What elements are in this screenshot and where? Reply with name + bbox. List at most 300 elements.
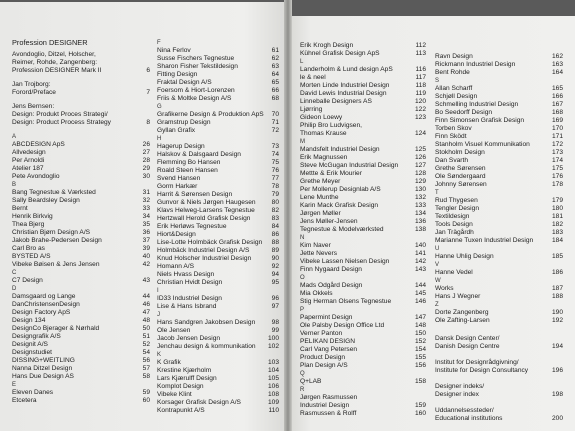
index-entry <box>157 183 279 191</box>
index-letter-heading <box>300 370 426 378</box>
entry-page-number: 134 <box>414 210 426 217</box>
entry-text: DesignCo Bjerager & Nørhald <box>12 325 100 332</box>
entry-page-number: 82 <box>271 207 279 214</box>
entry-text: Ljørring <box>300 106 323 113</box>
index-entry <box>157 199 279 207</box>
index-entry <box>300 322 426 330</box>
entry-text: Rasmussen & Rolff <box>300 410 357 417</box>
entry-page-number: 163 <box>551 61 563 68</box>
entry-page-number: 36 <box>142 229 150 236</box>
entry-text: Gyllan Grafix <box>157 127 196 134</box>
index-entry <box>300 394 426 402</box>
entry-text: Niels Hvass Design <box>157 271 215 278</box>
entry-text: Dansk Design Center/ <box>435 335 500 342</box>
index-entry <box>435 407 563 415</box>
entry-page-number: 52 <box>142 341 150 348</box>
entry-text: Thomas Krause <box>300 130 347 137</box>
entry-page-number: 168 <box>551 109 563 116</box>
index-entry <box>435 269 563 277</box>
index-entry <box>12 119 150 127</box>
entry-text: F <box>157 40 161 46</box>
entry-text: Fraktal Design A/S <box>157 79 212 86</box>
index-entry <box>435 149 563 157</box>
entry-text: Designgrafik A/S <box>12 333 61 340</box>
entry-page-number: 78 <box>271 183 279 190</box>
entry-page-number: 86 <box>271 231 279 238</box>
entry-page-number: 132 <box>414 194 426 201</box>
entry-text: Hans Sandgren Jakobsen Design <box>157 319 256 326</box>
entry-text: Rickmann Industriel Design <box>435 61 516 68</box>
entry-text: Morten Linde Industriel Design <box>300 82 390 89</box>
index-entry <box>300 170 426 178</box>
entry-page-number: 159 <box>414 402 426 409</box>
entry-page-number: 30 <box>142 173 150 180</box>
entry-page-number: 175 <box>551 165 563 172</box>
entry-text: W <box>435 278 441 284</box>
index-entry <box>157 399 279 407</box>
entry-page-number: 109 <box>267 399 279 406</box>
index-entry <box>435 285 563 293</box>
index-entry <box>157 215 279 223</box>
entry-text: Roald Steen Hansen <box>157 167 218 174</box>
entry-text: Klavs Helweg-Larsens Tegnestue <box>157 207 255 214</box>
index-entry <box>435 101 563 109</box>
entry-page-number: 200 <box>551 415 563 422</box>
entry-page-number: 99 <box>271 327 279 334</box>
index-entry <box>435 173 563 181</box>
index-entry <box>12 293 150 301</box>
entry-page-number: 180 <box>551 205 563 212</box>
index-entry <box>157 367 279 375</box>
index-entry <box>435 197 563 205</box>
entry-text: Svend Hansen <box>157 175 201 182</box>
index-entry <box>435 61 563 69</box>
section-heading <box>12 39 150 48</box>
entry-page-number: 185 <box>551 253 563 260</box>
entry-page-number: 160 <box>414 410 426 417</box>
index-letter-heading <box>435 245 563 253</box>
entry-page-number: 47 <box>142 309 150 316</box>
entry-page-number: 84 <box>271 223 279 230</box>
entry-text: Lise-Lotte Holmbäck Grafisk Design <box>157 239 263 246</box>
entry-text: ID33 Industriel Design <box>157 295 222 302</box>
entry-page-number: 27 <box>142 149 150 156</box>
index-entry <box>300 226 426 234</box>
entry-text: J <box>157 312 160 318</box>
entry-text: Grethe Sørensen <box>435 165 486 172</box>
entry-page-number: 155 <box>414 354 426 361</box>
index-entry <box>300 330 426 338</box>
index-entry <box>12 157 150 165</box>
index-letter-heading <box>300 58 426 66</box>
entry-text: Philip Bro Ludvigsen, <box>300 122 362 129</box>
index-entry <box>300 122 426 130</box>
index-letter-heading <box>435 277 563 285</box>
entry-page-number: 136 <box>414 218 426 225</box>
entry-page-number: 118 <box>415 82 426 89</box>
entry-page-number: 61 <box>271 47 279 54</box>
entry-text: Finn Simonsen Grafisk Design <box>435 117 525 124</box>
entry-text: Damsgaard og Lange <box>12 293 76 300</box>
index-entry <box>12 253 150 261</box>
entry-text: Stig Herman Olsens Tegnestue <box>300 298 392 305</box>
entry-text: Bang Tegnestue & Værksted <box>12 189 96 196</box>
index-letter-heading <box>157 135 279 143</box>
entry-text: Educational institutions <box>435 415 503 422</box>
entry-text: Vibeke Lassen Nielsen Design <box>300 258 390 265</box>
entry-page-number: 110 <box>268 407 279 414</box>
index-entry <box>300 250 426 258</box>
index-entry <box>157 327 279 335</box>
entry-text: Dan Svarth <box>435 157 468 164</box>
index-entry <box>435 109 563 117</box>
index-entry <box>435 343 563 351</box>
entry-text: Bent Rohde <box>435 69 470 76</box>
index-entry <box>157 359 279 367</box>
index-entry <box>435 391 563 399</box>
entry-page-number: 124 <box>414 130 426 137</box>
index-entry <box>300 90 426 98</box>
entry-text: Hans Due Design AS <box>12 373 74 380</box>
entry-page-number: 186 <box>551 269 563 276</box>
entry-text: PELIKAN DESIGN <box>300 338 355 345</box>
index-letter-heading <box>12 285 150 293</box>
entry-text: Nanna Ditzel Design <box>12 365 73 372</box>
index-letter-heading <box>300 386 426 394</box>
index-entry <box>157 175 279 183</box>
index-letter-heading <box>300 306 426 314</box>
entry-text: Finn Nygaard Design <box>300 266 362 273</box>
entry-text: Jens Bernsen: <box>12 103 55 110</box>
index-letter-heading <box>12 269 150 277</box>
index-entry <box>300 162 426 170</box>
entry-page-number: 77 <box>271 175 279 182</box>
entry-text: Ole Palsby Design Office Ltd <box>300 322 385 329</box>
entry-text: Design Factory ApS <box>12 309 71 316</box>
entry-page-number: 146 <box>414 298 426 305</box>
entry-page-number: 194 <box>551 343 563 350</box>
entry-text: L <box>300 59 304 65</box>
index-entry <box>12 373 150 381</box>
entry-text: Knud Holscher Industriel Design <box>157 255 252 262</box>
index-letter-heading <box>435 77 563 85</box>
entry-text: M <box>300 139 305 145</box>
index-entry <box>300 194 426 202</box>
index-entry <box>300 282 426 290</box>
index-entry <box>300 266 426 274</box>
entry-page-number: 154 <box>414 346 426 353</box>
entry-page-number: 40 <box>142 253 150 260</box>
entry-page-number: 100 <box>267 335 279 342</box>
entry-text: B <box>12 182 17 188</box>
index-entry <box>300 346 426 354</box>
entry-text: Friis & Moltke Design A/S <box>157 95 232 102</box>
entry-text: Karin Mack Grafisk Design <box>300 202 379 209</box>
entry-page-number: 28 <box>142 157 150 164</box>
entry-text: Dorte Zangenberg <box>435 309 489 316</box>
index-entry <box>300 210 426 218</box>
entry-page-number: 103 <box>267 359 279 366</box>
entry-text: Designer index <box>435 391 479 398</box>
entry-text: Hertzwall Herold Grafisk Design <box>157 215 251 222</box>
entry-page-number: 170 <box>551 125 563 132</box>
index-entry <box>300 130 426 138</box>
entry-page-number: 117 <box>415 74 426 81</box>
entry-text: Lise & Hans Isbrand <box>157 303 217 310</box>
index-entry <box>12 349 150 357</box>
entry-text: Grafikerne Design & Produktion ApS <box>157 111 264 118</box>
entry-text: Steve McGugan Industrial Design <box>300 162 399 169</box>
entry-text: Profession DESIGNER Mark II <box>12 67 102 74</box>
index-entry <box>157 159 279 167</box>
index-entry <box>435 53 563 61</box>
entry-page-number: 66 <box>271 87 279 94</box>
index-entry <box>300 50 426 58</box>
entry-text: Institute for Design Consultancy <box>435 367 529 374</box>
index-entry <box>12 213 150 221</box>
index-entry <box>12 221 150 229</box>
entry-text: Allvedesign <box>12 149 46 156</box>
entry-text: Carl Bro as <box>12 245 45 252</box>
right-page <box>288 16 575 431</box>
index-entry <box>12 103 150 111</box>
entry-text: BYSTED A/S <box>12 253 51 260</box>
index-entry <box>12 333 150 341</box>
index-entry <box>12 317 150 325</box>
entry-text: Homann A/S <box>157 263 195 270</box>
entry-page-number: 71 <box>271 119 279 126</box>
entry-text: Institut for Designrådgivning/ <box>435 359 519 366</box>
index-entry <box>435 237 563 245</box>
entry-page-number: 90 <box>271 255 279 262</box>
entry-page-number: 105 <box>267 375 279 382</box>
index-entry <box>435 335 563 343</box>
entry-text: Jørgen Møller <box>300 210 341 217</box>
index-entry <box>300 146 426 154</box>
entry-page-number: 75 <box>271 159 279 166</box>
entry-text: Carl Vang Petersen <box>300 346 358 353</box>
entry-page-number: 138 <box>414 226 426 233</box>
entry-page-number: 8 <box>146 119 150 126</box>
entry-text: T <box>435 190 439 196</box>
index-letter-heading <box>157 39 279 47</box>
entry-page-number: 56 <box>142 357 150 364</box>
index-letter-heading <box>435 189 563 197</box>
index-entry <box>435 415 563 423</box>
index-entry <box>12 397 150 405</box>
entry-text: Sharon Fisher Tekstildesign <box>157 63 238 70</box>
entry-text: Grethe Meyer <box>300 178 341 185</box>
index-entry <box>12 301 150 309</box>
entry-text: Finn Sködt <box>435 133 467 140</box>
index-entry <box>157 87 279 95</box>
entry-text: Landerholm & Lund design ApS <box>300 66 393 73</box>
index-entry <box>300 242 426 250</box>
entry-page-number: 68 <box>271 95 279 102</box>
index-entry <box>157 111 279 119</box>
entry-text: G <box>157 104 162 110</box>
entry-page-number: 33 <box>142 205 150 212</box>
entry-text: Kontrapunkt A/S <box>157 407 205 414</box>
entry-text: P <box>300 307 305 313</box>
entry-page-number: 60 <box>142 397 150 404</box>
index-entry <box>435 383 563 391</box>
index-entry <box>435 229 563 237</box>
index-entry <box>157 207 279 215</box>
entry-text: S <box>435 78 440 84</box>
index-entry <box>435 69 563 77</box>
entry-page-number: 129 <box>414 178 426 185</box>
entry-page-number: 65 <box>271 79 279 86</box>
index-letter-heading <box>300 274 426 282</box>
entry-text: Schmelling Industriel Design <box>435 101 519 108</box>
entry-text: Per Mollerup Designlab A/S <box>300 186 381 193</box>
entry-text: Forord/Preface <box>12 89 56 96</box>
index-entry <box>12 237 150 245</box>
entry-page-number: 74 <box>271 151 279 158</box>
index-entry <box>300 154 426 162</box>
entry-page-number: 126 <box>414 154 426 161</box>
entry-page-number: 106 <box>267 383 279 390</box>
entry-text: Jette Nevers <box>300 250 338 257</box>
entry-page-number: 156 <box>414 362 426 369</box>
index-entry <box>300 98 426 106</box>
entry-page-number: 102 <box>267 343 279 350</box>
entry-page-number: 44 <box>142 293 150 300</box>
index-entry <box>300 82 426 90</box>
entry-text: DanChristensenDesign <box>12 301 80 308</box>
index-entry <box>300 218 426 226</box>
entry-text: Works <box>435 285 454 292</box>
entry-text: Vibeke Klint <box>157 391 192 398</box>
entry-page-number: 7 <box>146 89 150 96</box>
entry-text: Kim Naver <box>300 242 331 249</box>
entry-page-number: 174 <box>551 157 563 164</box>
index-entry <box>12 245 150 253</box>
entry-page-number: 32 <box>142 197 150 204</box>
entry-text: Komplot Design <box>157 383 204 390</box>
index-entry <box>300 314 426 322</box>
index-entry <box>300 298 426 306</box>
entry-page-number: 80 <box>271 199 279 206</box>
entry-text: Uddannelsessteder/ <box>435 407 494 414</box>
entry-text: Designit A/S <box>12 341 48 348</box>
entry-text: Sally Beardsley Design <box>12 197 80 204</box>
entry-text: Jenchau design & kommunikation <box>157 343 256 350</box>
entry-page-number: 94 <box>271 271 279 278</box>
entry-text: Thea Bjerg <box>12 221 45 228</box>
index-entry <box>300 354 426 362</box>
entry-text: Stokholm Design <box>435 149 485 156</box>
index-entry <box>435 359 563 367</box>
entry-page-number: 113 <box>415 50 426 57</box>
index-entry <box>12 189 150 197</box>
entry-text: Erik Herløws Tegnestue <box>157 223 227 230</box>
entry-text: Hanne Uhlig Design <box>435 253 494 260</box>
entry-text: Rud Thygesen <box>435 197 478 204</box>
entry-text: Industriel Design <box>300 402 350 409</box>
entry-text: Mandsfelt Industriel Design <box>300 146 380 153</box>
index-entry <box>300 338 426 346</box>
entry-text: K <box>157 352 162 358</box>
entry-text: Tools Design <box>435 221 473 228</box>
entry-text: Jan Trägårdh <box>435 229 474 236</box>
entry-text: Harrit & Sørensen Design <box>157 191 233 198</box>
index-entry <box>300 258 426 266</box>
entry-text: Hans J Wegner <box>435 293 481 300</box>
entry-text: ABCDESIGN ApS <box>12 141 65 148</box>
entry-text: Gunvor & Niels Jørgen Haugesen <box>157 199 256 206</box>
index-entry <box>300 114 426 122</box>
entry-page-number: 54 <box>142 349 150 356</box>
entry-page-number: 79 <box>271 191 279 198</box>
index-entry <box>157 319 279 327</box>
index-entry <box>435 157 563 165</box>
index-entry <box>12 141 150 149</box>
entry-page-number: 150 <box>414 330 426 337</box>
entry-text: Ole Søndergaard <box>435 173 486 180</box>
entry-page-number: 123 <box>414 114 426 121</box>
index-entry <box>12 51 150 59</box>
index-entry <box>300 42 426 50</box>
entry-text: Textildesign <box>435 213 470 220</box>
entry-page-number: 62 <box>271 55 279 62</box>
entry-page-number: 92 <box>271 263 279 270</box>
index-letter-heading <box>300 138 426 146</box>
entry-page-number: 165 <box>551 85 563 92</box>
entry-text: Design: Product Process Strategy <box>12 119 111 126</box>
index-entry <box>157 143 279 151</box>
entry-page-number: 119 <box>415 90 426 97</box>
index-letter-heading <box>157 311 279 319</box>
entry-text: Plan Design A/S <box>300 362 348 369</box>
entry-text: Q+LAB <box>300 378 322 385</box>
entry-text: D <box>12 286 17 292</box>
entry-page-number: 178 <box>551 181 563 188</box>
entry-page-number: 133 <box>414 202 426 209</box>
entry-text: Lene Munthe <box>300 194 339 201</box>
entry-page-number: 130 <box>414 186 426 193</box>
entry-page-number: 162 <box>551 53 563 60</box>
entry-text: Pete Avondoglio <box>12 173 60 180</box>
entry-text: Hanne Vedel <box>435 269 473 276</box>
index-entry <box>435 213 563 221</box>
entry-page-number: 141 <box>414 250 426 257</box>
entry-text: Ole Jensen <box>157 327 191 334</box>
entry-text: C7 Design <box>12 277 43 284</box>
entry-page-number: 148 <box>414 322 426 329</box>
entry-page-number: 6 <box>146 67 150 74</box>
entry-page-number: 198 <box>551 391 563 398</box>
index-entry <box>12 357 150 365</box>
entry-page-number: 108 <box>267 391 279 398</box>
index-entry <box>12 81 150 89</box>
entry-text: Korsager Grafisk Design A/S <box>157 399 241 406</box>
entry-text: Mettte & Erik Mourier <box>300 170 362 177</box>
entry-page-number: 164 <box>551 69 563 76</box>
entry-page-number: 73 <box>271 143 279 150</box>
entry-page-number: 152 <box>414 338 426 345</box>
entry-page-number: 58 <box>142 373 150 380</box>
entry-page-number: 98 <box>271 319 279 326</box>
entry-text: Krestine Kjærholm <box>157 367 212 374</box>
entry-text: Tengler Design <box>435 205 479 212</box>
entry-text: Gramstrup Design <box>157 119 211 126</box>
index-entry <box>157 383 279 391</box>
entry-page-number: 63 <box>271 63 279 70</box>
index-entry <box>157 255 279 263</box>
entry-text: Allan Scharff <box>435 85 473 92</box>
